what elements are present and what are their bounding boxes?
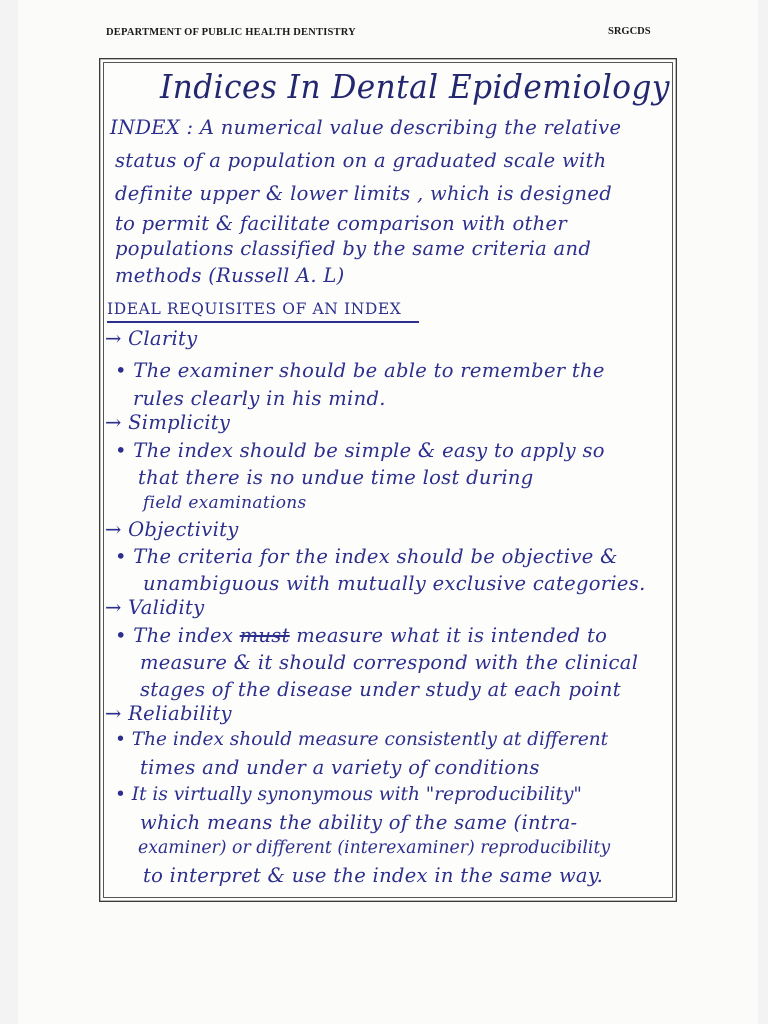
validity-line-start: • The index xyxy=(115,624,240,647)
definition-line: definite upper & lower limits , which is designed xyxy=(115,182,612,205)
simplicity-line: field examinations xyxy=(143,493,307,513)
department-header: DEPARTMENT OF PUBLIC HEALTH DENTISTRY xyxy=(106,27,356,38)
objectivity-line: unambiguous with mutually exclusive categories. xyxy=(143,572,646,595)
validity-line-end: measure what it is intended to xyxy=(289,624,608,647)
definition-line: methods (Russell A. L) xyxy=(115,264,345,287)
validity-line xyxy=(115,626,607,646)
requisites-heading-underline xyxy=(107,321,419,323)
reliability-line: • The index should measure consistently at different xyxy=(115,729,609,750)
simplicity-line: • The index should be simple & easy to apply so xyxy=(115,439,605,462)
clarity-line: • The examiner should be able to remember the xyxy=(115,359,605,382)
objectivity-line: • The criteria for the index should be objective & xyxy=(115,545,618,568)
reliability-line: • It is virtually synonymous with "reproducibility" xyxy=(115,784,582,805)
institution-header: SRGCDS xyxy=(608,26,651,37)
clarity-line: rules clearly in his mind. xyxy=(133,387,386,410)
objectivity-heading: → Objectivity xyxy=(105,518,239,541)
reliability-line: examiner) or different (interexaminer) reproducibility xyxy=(138,838,611,858)
page-title: Indices In Dental Epidemiology xyxy=(160,67,670,106)
definition-line: status of a population on a graduated scale with xyxy=(115,149,607,172)
simplicity-heading: → Simplicity xyxy=(105,411,231,434)
definition-line: populations classified by the same criteria and xyxy=(115,237,592,260)
clarity-heading: → Clarity xyxy=(105,327,198,350)
validity-line: stages of the disease under study at each point xyxy=(140,678,621,701)
reliability-line: to interpret & use the index in the same way. xyxy=(143,864,604,887)
reliability-line: times and under a variety of conditions xyxy=(140,756,540,779)
reliability-line: which means the ability of the same (intra- xyxy=(140,811,578,834)
requisites-heading: IDEAL REQUISITES OF AN INDEX xyxy=(107,300,402,318)
validity-line: measure & it should correspond with the clinical xyxy=(140,651,639,674)
simplicity-line: that there is no undue time lost during xyxy=(138,466,534,489)
reliability-heading: → Reliability xyxy=(105,702,232,725)
struck-word: must xyxy=(239,624,290,647)
validity-heading: → Validity xyxy=(105,596,205,619)
definition-line: INDEX : A numerical value describing the relative xyxy=(110,116,622,139)
definition-line: to permit & facilitate comparison with other xyxy=(115,212,567,235)
